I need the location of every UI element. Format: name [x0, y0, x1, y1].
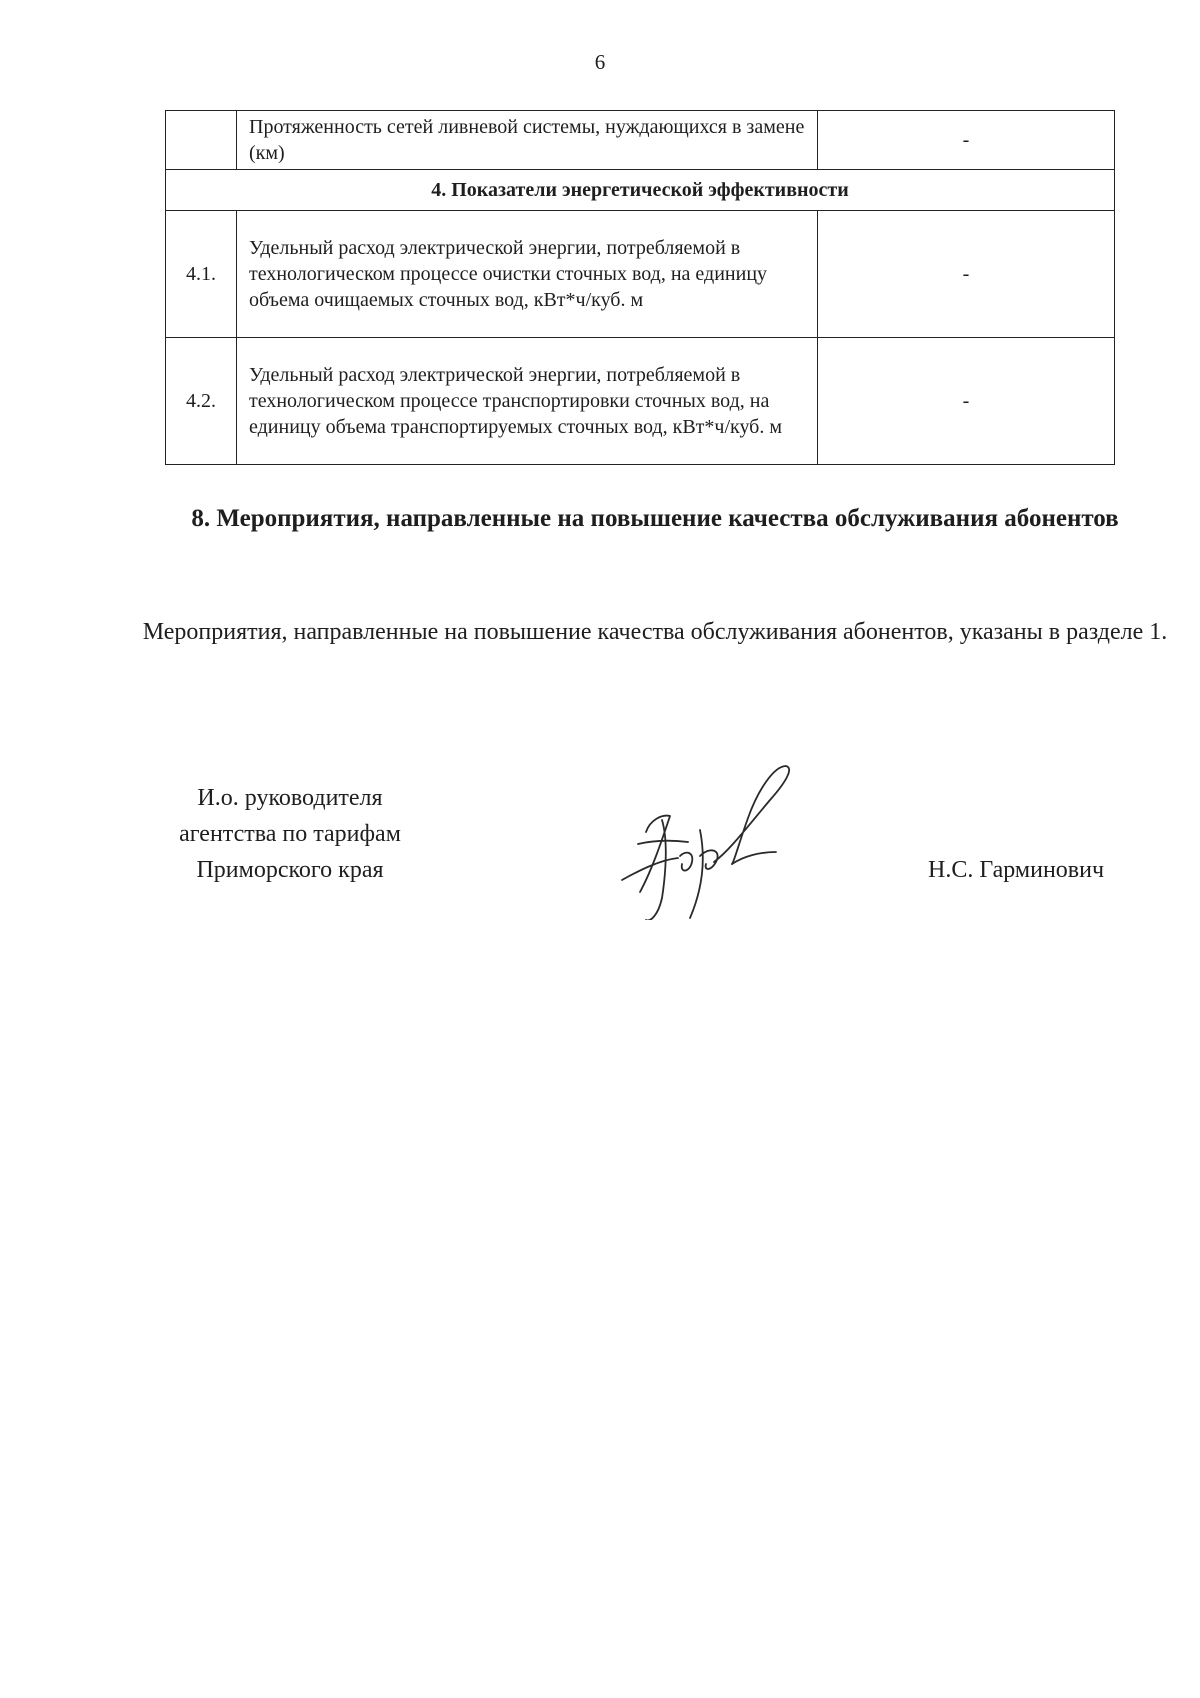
table-row: [166, 338, 1115, 465]
row-description: Протяженность сетей ливневой системы, нуждающихся в замене (км): [237, 111, 818, 170]
section-body: Мероприятия, направленные на повышение качества обслуживания абонентов, указаны в разделе 1.: [142, 619, 1168, 645]
signatory-title-line: И.о. руководителя: [197, 785, 383, 811]
handwritten-signature: [610, 760, 820, 920]
signatory-title: [140, 780, 440, 888]
signatory-title-line: агентства по тарифам: [179, 821, 401, 847]
row-description: Удельный расход электрической энергии, потребляемой в технологическом процессе очистки сточных вод, на единицу объема очищаемых сточных вод, кВт*ч/куб. м: [237, 211, 818, 338]
page-number: 6: [594, 50, 606, 74]
row-value: -: [818, 111, 1115, 170]
table-row: [166, 111, 1115, 170]
signatory-name: Н.С. Гарминович: [928, 857, 1105, 883]
indicators-table: [165, 110, 1115, 465]
row-description: Удельный расход электрической энергии, потребляемой в технологическом процессе транспортировки сточных вод, на единицу объема транспортируемых сточных вод, кВт*ч/куб. м: [237, 338, 818, 465]
row-number: [166, 111, 237, 170]
row-value: -: [818, 338, 1115, 465]
section-title: 8. Мероприятия, направленные на повышение качества обслуживания абонентов: [191, 505, 1119, 532]
row-value: -: [818, 211, 1115, 338]
row-number: 4.2.: [166, 338, 237, 465]
section-header-row: [166, 170, 1115, 211]
signatory-title-line: Приморского края: [196, 857, 384, 883]
row-number: 4.1.: [166, 211, 237, 338]
section-header: 4. Показатели энергетической эффективности: [166, 170, 1115, 211]
table-row: [166, 211, 1115, 338]
